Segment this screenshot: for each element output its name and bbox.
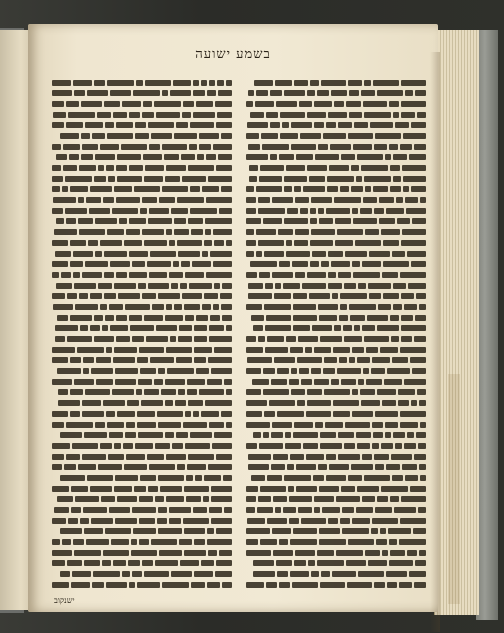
text-line: [46, 275, 232, 285]
text-line: [46, 211, 232, 221]
text-line: [240, 425, 426, 435]
text-line: [240, 168, 426, 178]
text-line: [46, 296, 232, 306]
text-line: [240, 179, 426, 189]
text-line: [240, 361, 426, 371]
text-line: [240, 254, 426, 264]
word-mark: [92, 582, 104, 588]
text-line: [240, 435, 426, 445]
word-mark: [246, 582, 264, 588]
text-line: [240, 200, 426, 210]
text-line: [46, 254, 232, 264]
text-line: [240, 158, 426, 168]
text-line: [46, 435, 232, 445]
text-line: [240, 72, 426, 82]
word-mark: [347, 582, 372, 588]
text-line: [240, 125, 426, 135]
text-line: [46, 329, 232, 339]
text-line: [46, 403, 232, 413]
text-line: [240, 371, 426, 381]
text-column-left: [46, 72, 232, 592]
text-line: [46, 425, 232, 435]
text-line: [240, 403, 426, 413]
text-line: [240, 318, 426, 328]
text-line: [46, 500, 232, 510]
text-line: [240, 211, 426, 221]
word-mark: [414, 582, 426, 588]
text-line: [240, 414, 426, 424]
text-line: [46, 264, 232, 274]
text-line: [46, 83, 232, 93]
text-line: [46, 158, 232, 168]
text-line: [46, 318, 232, 328]
text-line: [46, 72, 232, 82]
word-mark: [320, 582, 345, 588]
word-mark: [129, 582, 135, 588]
text-line: [240, 286, 426, 296]
text-line: [240, 243, 426, 253]
text-line: [240, 147, 426, 157]
word-mark: [162, 582, 189, 588]
right-book-cover: [476, 30, 498, 620]
text-line: [240, 521, 426, 531]
text-line: [240, 83, 426, 93]
text-line: [240, 222, 426, 232]
text-line: [46, 190, 232, 200]
text-line: [240, 329, 426, 339]
text-line: [240, 382, 426, 392]
text-line: [46, 339, 232, 349]
text-line: [240, 275, 426, 285]
word-mark: [137, 582, 160, 588]
text-line: [240, 136, 426, 146]
text-line: [46, 93, 232, 103]
text-line: [46, 125, 232, 135]
text-line: [240, 553, 426, 563]
text-line: [46, 286, 232, 296]
word-mark: [399, 582, 412, 588]
text-column-right: [240, 72, 426, 592]
text-line: [240, 104, 426, 114]
page-title: בשמע ישועה: [195, 47, 271, 62]
text-line: [240, 542, 426, 552]
text-line: [46, 532, 232, 542]
text-line: [240, 457, 426, 467]
text-line: [240, 478, 426, 488]
text-line: [46, 457, 232, 467]
text-line: [240, 446, 426, 456]
word-mark: [207, 582, 220, 588]
text-line: [240, 467, 426, 477]
text-line: [46, 510, 232, 520]
text-line: [240, 500, 426, 510]
text-line: [46, 521, 232, 531]
text-line: [46, 414, 232, 424]
text-line: [240, 232, 426, 242]
paper-stain: [448, 374, 460, 604]
word-mark: [222, 582, 232, 588]
text-line: [46, 136, 232, 146]
text-line: [46, 200, 232, 210]
text-line: [240, 532, 426, 542]
text-line: [46, 574, 232, 584]
word-mark: [71, 582, 90, 588]
text-line: [240, 93, 426, 103]
word-mark: [387, 582, 397, 588]
text-line: [240, 393, 426, 403]
word-mark: [52, 582, 69, 588]
text-line: [46, 232, 232, 242]
text-line: [46, 104, 232, 114]
text-line: [240, 564, 426, 574]
left-page-edge: [0, 30, 31, 610]
text-line: [46, 553, 232, 563]
catchword: ישנקוב: [54, 596, 75, 605]
word-mark: [191, 582, 205, 588]
text-line: [46, 478, 232, 488]
word-mark: [266, 582, 277, 588]
text-line: [46, 168, 232, 178]
text-line: [240, 296, 426, 306]
text-line: [240, 574, 426, 584]
text-line: [46, 382, 232, 392]
text-line: [240, 115, 426, 125]
text-line: [240, 350, 426, 360]
text-line: [240, 264, 426, 274]
text-line: [46, 307, 232, 317]
text-line: [46, 446, 232, 456]
text-line: [46, 222, 232, 232]
text-line: [46, 179, 232, 189]
text-line: [46, 467, 232, 477]
page-fold-shadow: [430, 52, 440, 632]
text-line: [46, 542, 232, 552]
text-line: [240, 190, 426, 200]
word-mark: [279, 582, 290, 588]
text-line: [46, 243, 232, 253]
book-page: [28, 24, 438, 612]
word-mark: [374, 582, 385, 588]
text-line: [46, 115, 232, 125]
text-line: [46, 350, 232, 360]
text-line: [46, 564, 232, 574]
text-line: [46, 371, 232, 381]
text-line: [240, 489, 426, 499]
text-line: [46, 489, 232, 499]
text-line: [46, 147, 232, 157]
text-line: [46, 361, 232, 371]
text-line: [240, 307, 426, 317]
text-line: [240, 510, 426, 520]
word-mark: [292, 582, 318, 588]
text-line: [240, 339, 426, 349]
text-line: [46, 393, 232, 403]
word-mark: [106, 582, 127, 588]
